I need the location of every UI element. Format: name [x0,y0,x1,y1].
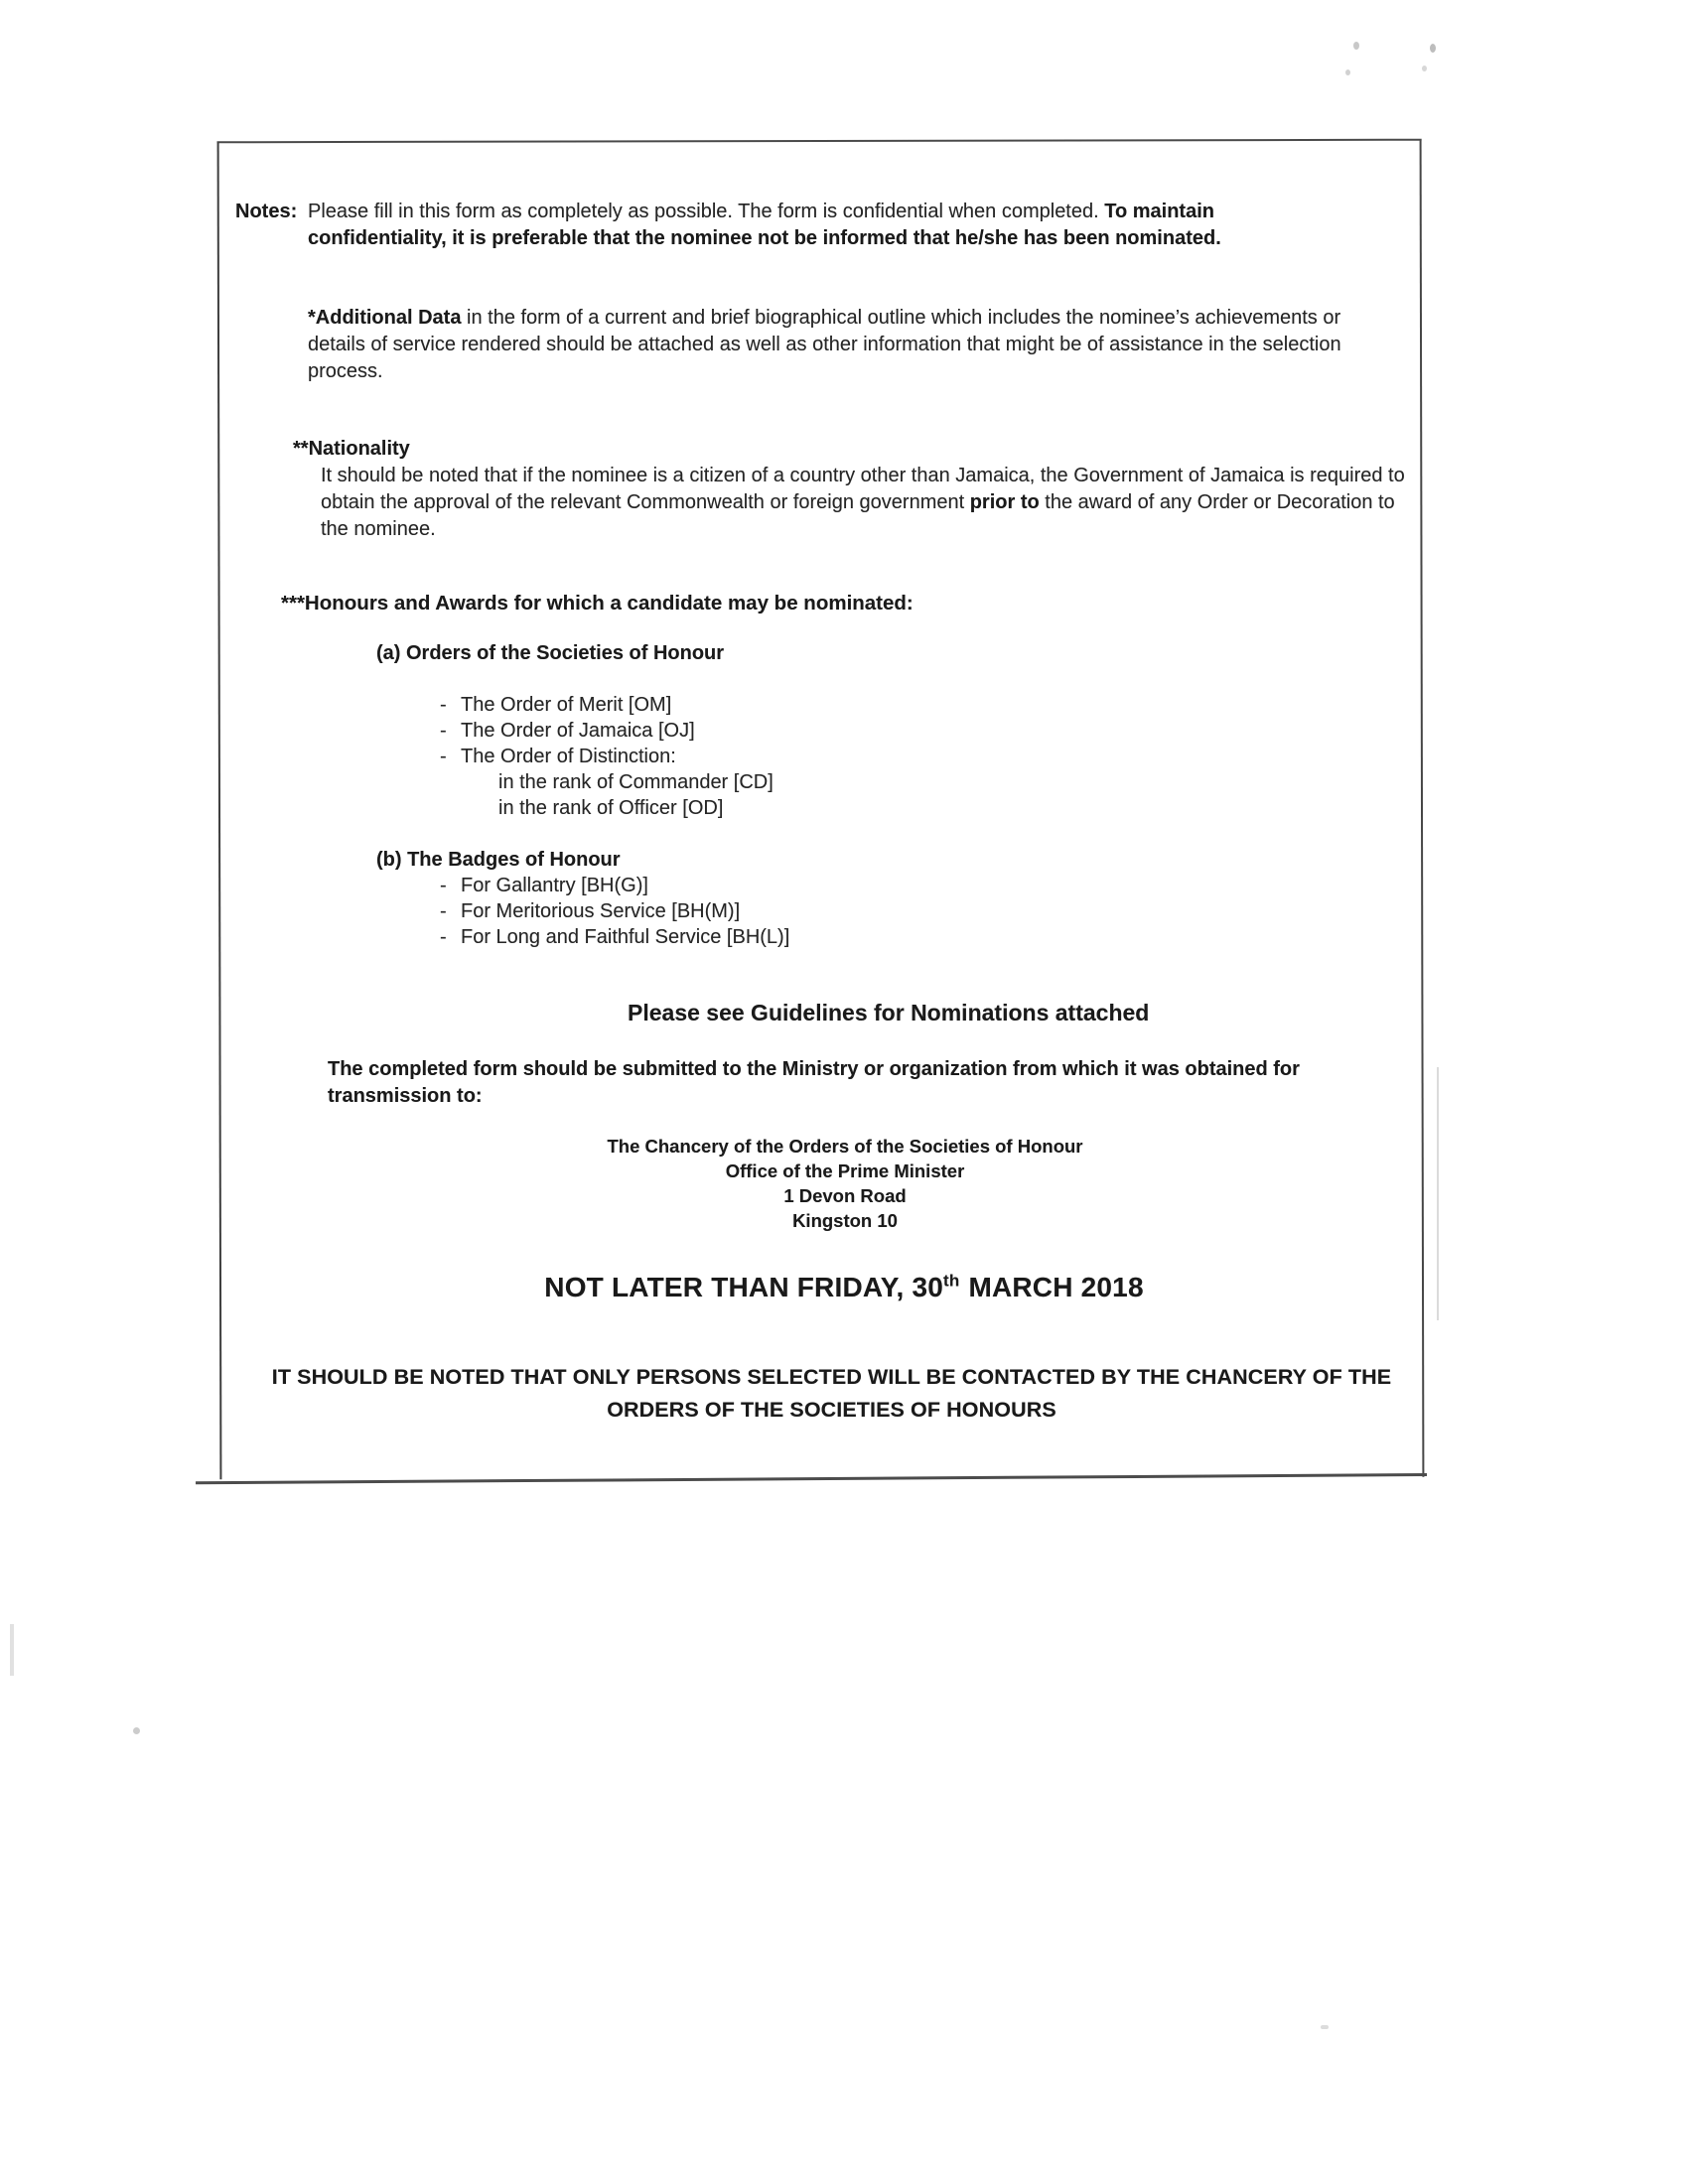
additional-data-text: in the form of a current and brief biographical outline which includes the nominee’s achievements or details of service rendered should be attached as well as other information that might be of assistance in the selection process. [308,307,1341,382]
notes-label: Notes: [235,201,298,222]
scan-speck [1430,44,1436,53]
address-line: Office of the Prime Minister [725,1160,965,1181]
list-item-label: The Order of Merit [OM] [461,694,672,716]
section-a-list [440,692,774,821]
list-item [440,873,789,898]
scan-speck [1321,2025,1329,2029]
scan-speck [1345,69,1350,75]
list-item [440,744,774,769]
section-b-list [440,873,789,950]
dash-bullet: - [440,746,447,767]
additional-data-paragraph [308,305,1378,385]
scan-speck [133,1727,140,1734]
dash-bullet: - [440,720,447,742]
nationality-text-after: the award of any Order or Decoration to the nominee. [321,491,1395,540]
list-item-label: For Gallantry [BH(G)] [461,875,648,896]
list-item-label: The Order of Distinction: [461,746,676,767]
nationality-text-before: It should be noted that if the nominee is a citizen of a country other than Jamaica, the Government of Jamaica is required to obtain the approval of the relevant Commonwealth or foreign government [321,465,1405,513]
address-line: 1 Devon Road [783,1185,907,1206]
selection-contact-note: IT SHOULD BE NOTED THAT ONLY PERSONS SELECTED WILL BE CONTACTED BY THE CHANCERY OF THE ORDERS OF THE SOCIETIES OF HONOURS [271,1365,1392,1422]
dash-bullet: - [440,926,447,948]
deadline-line [397,1272,1291,1303]
list-item [440,924,789,950]
address-line: Kingston 10 [792,1210,898,1231]
notes-text-bold: To maintain confidentiality, it is preferable that the nominee not be informed that he/she has been nominated. [308,201,1221,249]
notes-text-normal: Please fill in this form as completely as possible. The form is confidential when completed. [308,201,1105,222]
honours-awards-heading: ***Honours and Awards for which a candidate may be nominated: [281,592,914,614]
additional-data-label: *Additional Data [308,307,462,329]
list-item [440,692,774,718]
list-item-label: For Meritorious Service [BH(M)] [461,900,741,922]
scan-speck [1422,66,1427,71]
list-sub-item: in the rank of Officer [OD] [498,797,724,819]
list-sub-item: in the rank of Commander [CD] [498,771,774,793]
guidelines-note: Please see Guidelines for Nominations attached [628,1000,1150,1025]
list-item-label: For Long and Faithful Service [BH(L)] [461,926,790,948]
dash-bullet: - [440,875,447,896]
nationality-paragraph [321,463,1405,543]
deadline-suffix: MARCH 2018 [968,1272,1144,1302]
scan-speck [1353,42,1359,50]
scan-streak [10,1624,14,1676]
nationality-text-bold: prior to [969,491,1040,513]
scan-streak [1437,1067,1439,1320]
section-a-heading: (a) Orders of the Societies of Honour [376,642,725,664]
notes-paragraph [308,199,1317,252]
chancery-address-block [541,1134,1149,1233]
dash-bullet: - [440,900,447,922]
deadline-prefix: NOT LATER THAN FRIDAY, 30 [544,1272,943,1302]
deadline-ordinal: th [942,1271,960,1291]
section-b-heading: (b) The Badges of Honour [376,849,621,871]
list-item-label: The Order of Jamaica [OJ] [461,720,695,742]
list-item [440,718,774,744]
submission-instruction: The completed form should be submitted to the Ministry or organization from which it was obtained for transmission to: [328,1058,1300,1107]
list-item [440,898,789,924]
dash-bullet: - [440,694,447,716]
address-line: The Chancery of the Orders of the Societies of Honour [607,1136,1083,1157]
nationality-label: **Nationality [293,438,410,460]
